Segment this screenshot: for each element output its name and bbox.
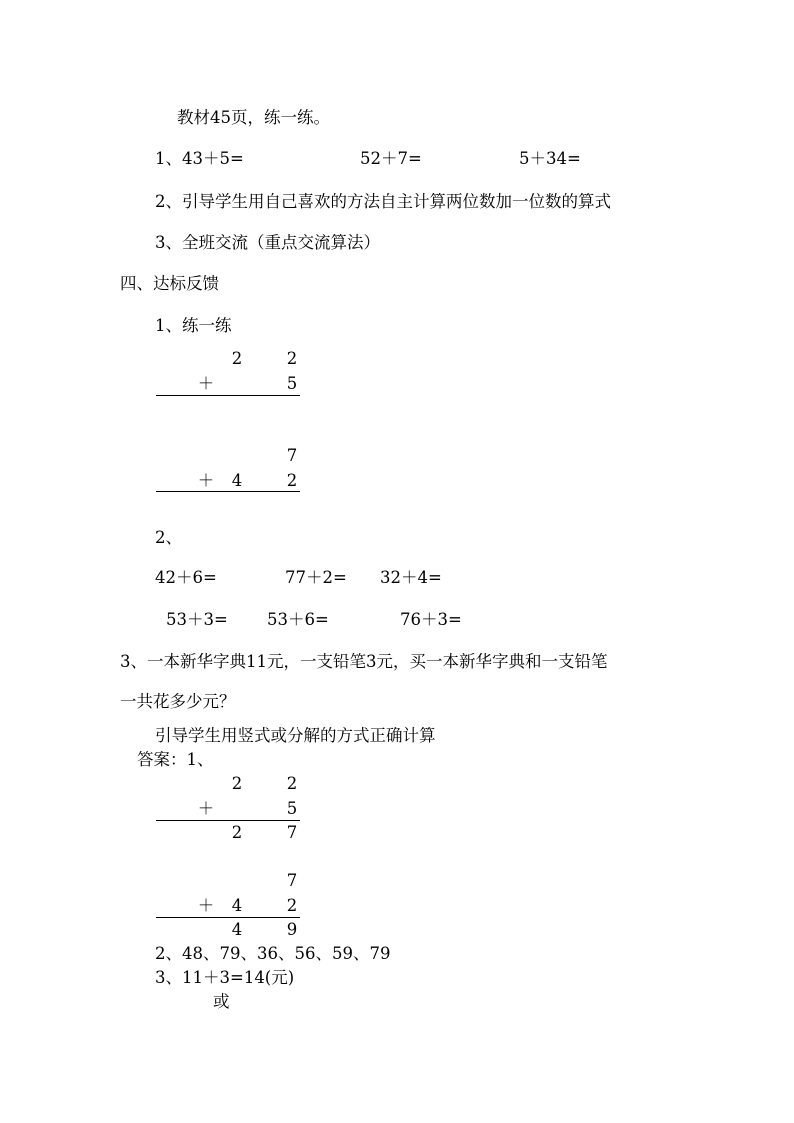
practice-item-1b: 52＋7=: [360, 149, 422, 168]
practice-item-1c: 5＋34=: [519, 149, 581, 168]
result-digit: 4: [231, 920, 243, 939]
answers-label: 答案：1、: [137, 750, 214, 769]
digit: 4: [231, 896, 243, 915]
sum-line: [156, 395, 300, 396]
result-digit: 2: [231, 823, 243, 842]
digit: 2: [286, 471, 298, 490]
exercise-1-label: 1、练一练: [155, 316, 232, 335]
intro-text: 教材45页，练一练。: [177, 108, 330, 127]
digit: 2: [286, 896, 298, 915]
equation: 32＋4=: [380, 568, 442, 587]
result-digit: 7: [286, 823, 298, 842]
digit: 5: [286, 799, 298, 818]
plus-sign: ＋: [197, 896, 215, 915]
exercise-2-label: 2、: [155, 528, 182, 547]
answer-line-3: 3、11＋3=14(元): [155, 968, 295, 987]
digit: 7: [286, 446, 298, 465]
equation: 76＋3=: [400, 610, 462, 629]
exercise-3-guide: 引导学生用竖式或分解的方式正确计算: [155, 726, 436, 745]
section-heading-4: 四、达标反馈: [120, 274, 219, 293]
answer-or: 或: [213, 992, 230, 1011]
result-digit: 9: [286, 920, 298, 939]
digit: 4: [231, 471, 243, 490]
equation: 53＋6=: [267, 610, 329, 629]
equation: 42＋6=: [155, 568, 217, 587]
practice-item-2: 2、引导学生用自己喜欢的方法自主计算两位数加一位数的算式: [155, 192, 611, 211]
plus-sign: ＋: [197, 374, 215, 393]
exercise-3-line-1: 3、一本新华字典11元，一支铅笔3元，买一本新华字典和一支铅笔: [120, 652, 608, 671]
digit: 5: [286, 374, 298, 393]
plus-sign: ＋: [197, 799, 215, 818]
digit: 7: [286, 871, 298, 890]
digit: 2: [231, 349, 243, 368]
plus-sign: ＋: [197, 471, 215, 490]
answer-line-2: 2、48、79、36、56、59、79: [155, 944, 391, 963]
practice-item-1: 1、43＋5=: [155, 149, 244, 168]
digit: 2: [286, 349, 298, 368]
sum-line: [156, 491, 300, 492]
digit: 2: [286, 774, 298, 793]
equation: 77＋2=: [285, 568, 347, 587]
sum-line: [156, 820, 300, 821]
sum-line: [156, 917, 300, 918]
equation: 53＋3=: [166, 610, 228, 629]
exercise-3-line-2: 一共花多少元？: [120, 692, 236, 711]
digit: 2: [231, 774, 243, 793]
practice-item-3: 3、全班交流（重点交流算法）: [155, 233, 380, 252]
